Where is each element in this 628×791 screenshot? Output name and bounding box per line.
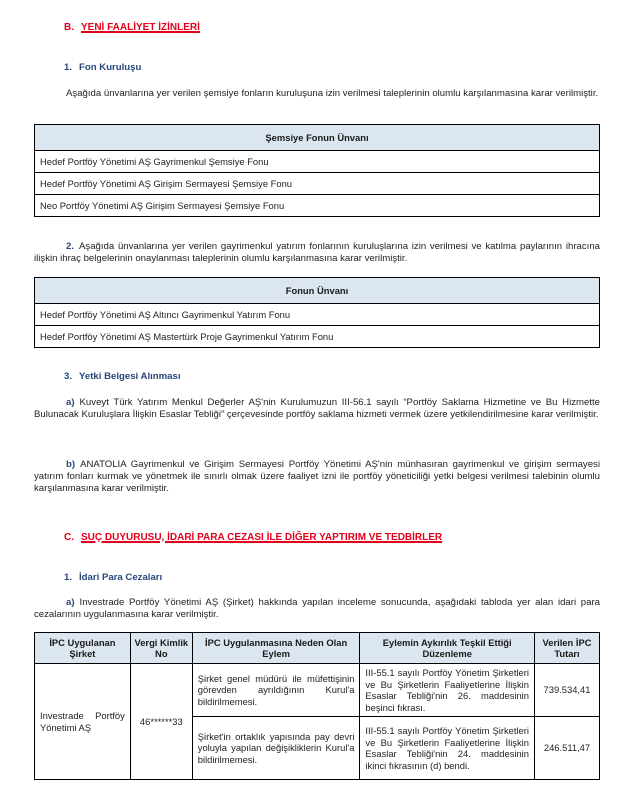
table-row [35, 304, 600, 326]
section-b-label: B. [64, 22, 74, 33]
section-c-label: C. [64, 532, 74, 543]
table-row [35, 664, 600, 717]
table-cell: Hedef Portföy Yönetimi AŞ Mastertürk Proje Gayrimenkul Yatırım Fonu [35, 326, 600, 348]
table-header: Fonun Ünvanı [35, 278, 600, 304]
table-header-row [35, 633, 600, 664]
item-label: b) [66, 459, 76, 470]
section-b-heading [64, 22, 200, 34]
subheading-number: 1. [64, 62, 73, 73]
item-label: a) [66, 597, 75, 608]
table-row [35, 195, 600, 217]
real-estate-fund-table [34, 277, 600, 348]
table-cell: Hedef Portföy Yönetimi AŞ Girişim Sermayesi Şemsiye Fonu [35, 173, 600, 195]
subheading-fon-kurulusu [64, 62, 141, 74]
paragraph-item-a-investrade [34, 597, 600, 621]
paragraph-text: Investrade Portföy Yönetimi AŞ (Şirket) hakkında yapılan inceleme sonucunda, aşağıdaki tabloda yer alan idari para cezalarının uygulanmasına karar verilmiştir. [34, 597, 600, 620]
paragraph-text: Aşağıda ünvanlarına yer verilen gayrimenkul yatırım fonlarının kuruluşlarına izin verilmesi ve katılma paylarının ihracına ilişkin ihraç belgelerinin onaylanması taleplerinin olumlu karşılanmasına karar verilmiştir. [34, 241, 600, 264]
umbrella-fund-table [34, 124, 600, 217]
section-c-title: SUÇ DUYURUSU, İDARİ PARA CEZASI İLE DİĞER YAPTIRIM VE TEDBİRLER [81, 532, 443, 543]
subheading-number: 1. [64, 572, 73, 583]
regulation-cell: III-55.1 sayılı Portföy Yönetim Şirketleri ve Bu Şirketlerin Faaliyetlerine İlişkin Esaslar Tebliği'nin 26. maddesinin beşinci fıkrası. [360, 664, 535, 717]
table-cell: Hedef Portföy Yönetimi AŞ Altıncı Gayrimenkul Yatırım Fonu [35, 304, 600, 326]
subheading-text: İdari Para Cezaları [79, 572, 163, 583]
paragraph-text: Kuveyt Türk Yatırım Menkul Değerler AŞ'nin Kurulumuzun III-56.1 sayılı “Portföy Saklama Hizmetine ve Bu Hizmette Bulunacak Kuruluşlara İlişkin Esaslar Tebliği” çerçevesinde portföy saklama hizmeti vermek üzere yetkilendirilmesine karar verilmiştir. [34, 397, 600, 420]
amount-cell: 739.534,41 [534, 664, 599, 717]
table-cell: Neo Portföy Yönetimi AŞ Girişim Sermayesi Şemsiye Fonu [35, 195, 600, 217]
subheading-yetki-belgesi [64, 371, 181, 383]
subheading-text: Yetki Belgesi Alınması [79, 371, 181, 382]
company-cell: Investrade Portföy Yönetimi AŞ [35, 664, 131, 780]
paragraph-text: Aşağıda ünvanlarına yer verilen şemsiye fonların kuruluşuna izin verilmesi taleplerinin olumlu karşılanmasına karar verilmiştir. [66, 88, 599, 99]
action-cell: Şirket'in ortaklık yapısında pay devri yoluyla yapılan değişikliklerin Kurul'a bildirilmemesi. [192, 717, 360, 780]
column-header-amount: Verilen İPC Tutarı [534, 633, 599, 664]
item-label: a) [66, 397, 75, 408]
regulation-cell: III-55.1 sayılı Portföy Yönetim Şirketleri ve Bu Şirketlerin Faaliyetlerine İlişkin Esaslar Tebliği'nin 24. maddesinin ikinci fıkrasının (d) bendi. [360, 717, 535, 780]
table-header: Şemsiye Fonun Ünvanı [35, 125, 600, 151]
column-header-tax-id: Vergi Kimlik No [130, 633, 192, 664]
section-b-title: YENİ FAALİYET İZİNLERİ [81, 22, 200, 33]
section-c-heading [64, 532, 442, 544]
table-row [35, 326, 600, 348]
action-cell: Şirket genel müdürü ile müfettişinin görevden ayrıldığının Kurul'a bildirilmemesi. [192, 664, 360, 717]
subheading-idari-para-cezalari [64, 572, 162, 584]
table-row [35, 173, 600, 195]
amount-cell: 246.511,47 [534, 717, 599, 780]
paragraph-gyf-kurulusu [34, 241, 600, 265]
column-header-action: İPC Uygulanmasına Neden Olan Eylem [192, 633, 360, 664]
column-header-regulation: Eylemin Aykırılık Teşkil Ettiği Düzenleme [360, 633, 535, 664]
paragraph-text: ANATOLIA Gayrimenkul ve Girişim Sermayesi Portföy Yönetimi AŞ'nin münhasıran gayrimenkul ve girişim sermayesi yatırım fonları kurmak ve yönetmek ile sınırlı olmak üzere faaliyet izni ile portföy yöneticiliği yetki belgesi verilmesi talebinin olumlu karşılanmasına karar verilmiştir. [34, 459, 600, 494]
paragraph-number: 2. [66, 241, 75, 252]
paragraph-fon-kurulusu [34, 88, 600, 100]
table-cell: Hedef Portföy Yönetimi AŞ Gayrimenkul Şemsiye Fonu [35, 151, 600, 173]
paragraph-item-b-anatolia [34, 459, 600, 495]
table-row [35, 151, 600, 173]
paragraph-item-a-kuveyt [34, 397, 600, 421]
subheading-number: 3. [64, 371, 73, 382]
column-header-company: İPC Uygulanan Şirket [35, 633, 131, 664]
administrative-fine-table [34, 632, 600, 780]
subheading-text: Fon Kuruluşu [79, 62, 142, 73]
tax-id-cell: 46******33 [130, 664, 192, 780]
